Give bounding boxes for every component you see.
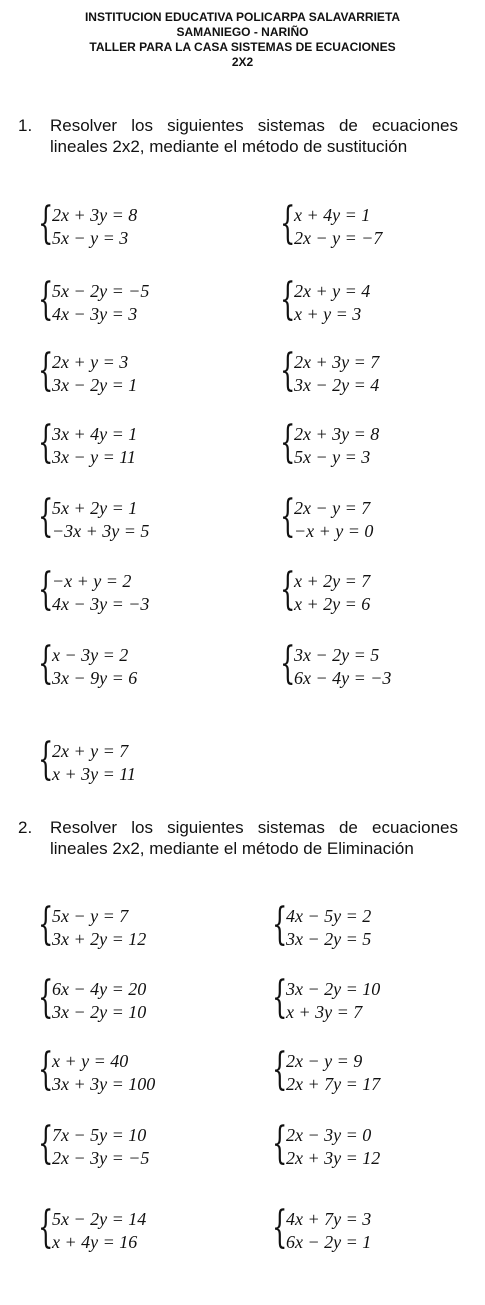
equation: x + 2y = 7 bbox=[294, 571, 371, 591]
equation-system bbox=[38, 564, 150, 615]
equation: 3x − 9y = 6 bbox=[52, 668, 138, 688]
equation: −3x + 3y = 5 bbox=[52, 521, 150, 541]
brace-symbol: { bbox=[280, 198, 296, 249]
section-text: Resolver los siguientes sistemas de ecuaciones lineales 2x2, mediante el método de sustitución bbox=[50, 116, 458, 156]
equation: 3x − 2y = 10 bbox=[286, 979, 381, 999]
equation: 5x − y = 3 bbox=[294, 447, 371, 467]
brace-symbol: { bbox=[272, 972, 288, 1023]
equation-system bbox=[272, 1044, 381, 1095]
equation: 6x − 2y = 1 bbox=[286, 1232, 372, 1252]
equation-system bbox=[272, 972, 381, 1023]
equation: −x + y = 0 bbox=[294, 521, 374, 541]
equation: 2x + 3y = 8 bbox=[294, 424, 380, 444]
equation: 2x − 3y = 0 bbox=[286, 1125, 372, 1145]
equation-system bbox=[38, 1044, 156, 1095]
brace-symbol: { bbox=[38, 417, 54, 468]
equation-system bbox=[280, 564, 371, 615]
brace-symbol: { bbox=[38, 1044, 54, 1095]
equation-system bbox=[280, 491, 374, 542]
equation: 3x − 2y = 4 bbox=[294, 375, 380, 395]
worksheet-subtitle: 2X2 bbox=[231, 55, 254, 69]
equation: 3x + 4y = 1 bbox=[52, 424, 138, 444]
equation-system bbox=[280, 198, 383, 249]
equation: 6x − 4y = −3 bbox=[294, 668, 392, 688]
equation: 2x + 7y = 17 bbox=[286, 1074, 381, 1094]
equation: 2x + y = 7 bbox=[52, 741, 129, 761]
equation: 4x − 3y = 3 bbox=[52, 304, 138, 324]
equation-system bbox=[280, 417, 380, 468]
equation: 3x + 2y = 12 bbox=[52, 929, 147, 949]
brace-symbol: { bbox=[272, 1202, 288, 1253]
brace-symbol: { bbox=[38, 972, 54, 1023]
equation: x + 2y = 6 bbox=[294, 594, 371, 614]
equation-system bbox=[38, 1202, 147, 1253]
brace-symbol: { bbox=[38, 564, 54, 615]
equation-system bbox=[280, 345, 380, 396]
equation-system bbox=[38, 345, 138, 396]
section-2-instructions bbox=[18, 817, 458, 859]
equation: 3x − y = 11 bbox=[52, 447, 136, 467]
equation-system bbox=[38, 417, 138, 468]
equation: 3x − 2y = 5 bbox=[294, 645, 380, 665]
brace-symbol: { bbox=[280, 274, 296, 325]
equation: 2x + 3y = 8 bbox=[52, 205, 138, 225]
equation: x + 3y = 11 bbox=[52, 764, 136, 784]
brace-symbol: { bbox=[280, 345, 296, 396]
equation: 3x + 3y = 100 bbox=[52, 1074, 156, 1094]
document-header bbox=[0, 10, 485, 70]
equation-system bbox=[38, 899, 147, 950]
equation: 2x − y = 7 bbox=[294, 498, 371, 518]
brace-symbol: { bbox=[38, 734, 54, 785]
worksheet-title: TALLER PARA LA CASA SISTEMAS DE ECUACIONES bbox=[89, 40, 396, 54]
equation: 2x + y = 4 bbox=[294, 281, 371, 301]
equation-system bbox=[280, 638, 392, 689]
brace-symbol: { bbox=[38, 274, 54, 325]
equation: 2x + y = 3 bbox=[52, 352, 129, 372]
equation: 4x − 3y = −3 bbox=[52, 594, 150, 614]
equation: 5x + 2y = 1 bbox=[52, 498, 138, 518]
brace-symbol: { bbox=[272, 899, 288, 950]
equation-system bbox=[38, 972, 147, 1023]
brace-symbol: { bbox=[38, 1118, 54, 1169]
equation: 5x − y = 7 bbox=[52, 906, 129, 926]
section-1-instructions bbox=[18, 115, 458, 157]
equation-system bbox=[280, 274, 371, 325]
equation: 5x − 2y = 14 bbox=[52, 1209, 147, 1229]
equation: 2x − 3y = −5 bbox=[52, 1148, 150, 1168]
equation-system bbox=[38, 274, 150, 325]
equation-system bbox=[38, 198, 138, 249]
school-location: SAMANIEGO - NARIÑO bbox=[176, 25, 309, 39]
equation: 2x − y = −7 bbox=[294, 228, 383, 248]
equation-system bbox=[272, 899, 372, 950]
brace-symbol: { bbox=[272, 1118, 288, 1169]
equation: 4x − 5y = 2 bbox=[286, 906, 372, 926]
equation: 2x − y = 9 bbox=[286, 1051, 363, 1071]
equation-system bbox=[272, 1202, 372, 1253]
brace-symbol: { bbox=[38, 198, 54, 249]
brace-symbol: { bbox=[38, 1202, 54, 1253]
equation: −x + y = 2 bbox=[52, 571, 132, 591]
brace-symbol: { bbox=[38, 491, 54, 542]
equation-system bbox=[38, 638, 138, 689]
equation: 5x − 2y = −5 bbox=[52, 281, 150, 301]
brace-symbol: { bbox=[280, 417, 296, 468]
equation-system bbox=[272, 1118, 381, 1169]
equation: 2x + 3y = 12 bbox=[286, 1148, 381, 1168]
equation: 3x − 2y = 5 bbox=[286, 929, 372, 949]
equation: x + 4y = 1 bbox=[294, 205, 371, 225]
brace-symbol: { bbox=[280, 638, 296, 689]
brace-symbol: { bbox=[272, 1044, 288, 1095]
equation-system bbox=[38, 734, 136, 785]
equation: x + y = 3 bbox=[294, 304, 362, 324]
equation: x + 4y = 16 bbox=[52, 1232, 138, 1252]
equation: 3x − 2y = 1 bbox=[52, 375, 138, 395]
equation: 4x + 7y = 3 bbox=[286, 1209, 372, 1229]
equation: 6x − 4y = 20 bbox=[52, 979, 147, 999]
equation: 5x − y = 3 bbox=[52, 228, 129, 248]
school-name: INSTITUCION EDUCATIVA POLICARPA SALAVARRIETA bbox=[84, 10, 401, 24]
equation: x + y = 40 bbox=[52, 1051, 129, 1071]
section-number: 2. bbox=[18, 818, 33, 837]
equation-system bbox=[38, 491, 150, 542]
brace-symbol: { bbox=[280, 491, 296, 542]
brace-symbol: { bbox=[280, 564, 296, 615]
brace-symbol: { bbox=[38, 345, 54, 396]
equation: x + 3y = 7 bbox=[286, 1002, 363, 1022]
brace-symbol: { bbox=[38, 899, 54, 950]
equation: 7x − 5y = 10 bbox=[52, 1125, 147, 1145]
equation-system bbox=[38, 1118, 150, 1169]
section-number: 1. bbox=[18, 116, 33, 135]
section-text: Resolver los siguientes sistemas de ecuaciones lineales 2x2, mediante el método de Eliminación bbox=[50, 818, 458, 858]
equation: x − 3y = 2 bbox=[52, 645, 129, 665]
equation: 3x − 2y = 10 bbox=[52, 1002, 147, 1022]
equation: 2x + 3y = 7 bbox=[294, 352, 380, 372]
brace-symbol: { bbox=[38, 638, 54, 689]
